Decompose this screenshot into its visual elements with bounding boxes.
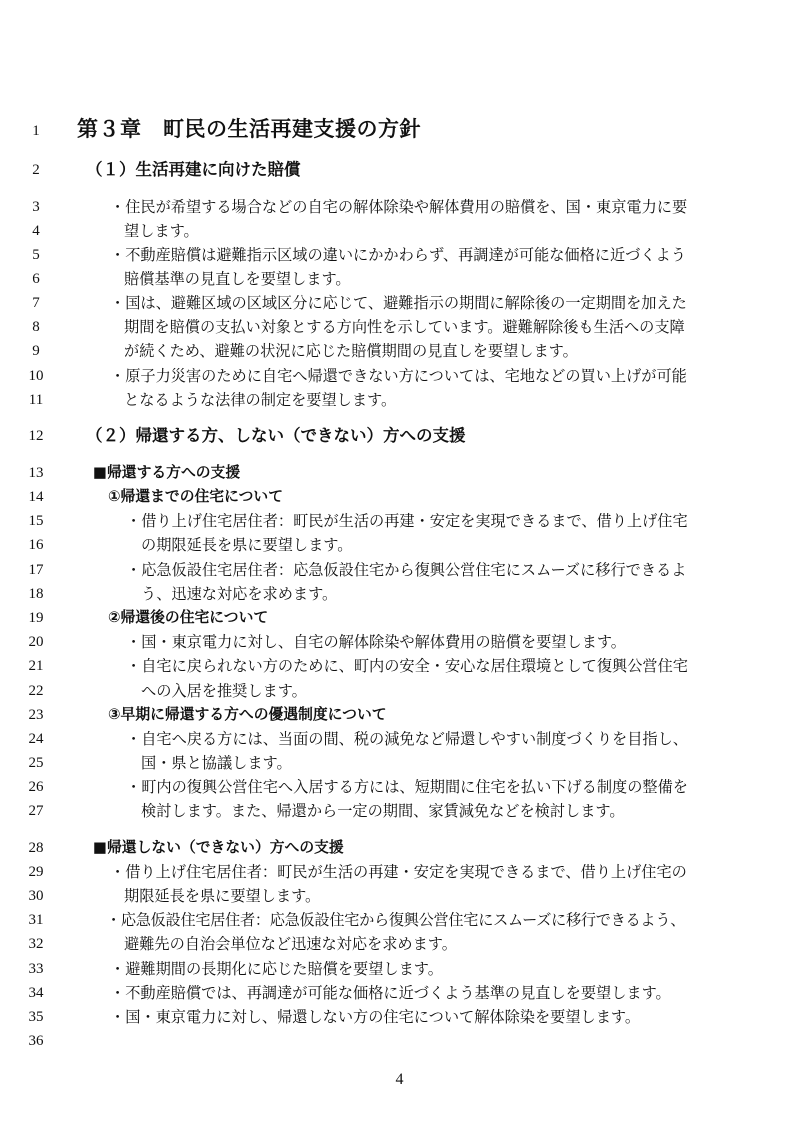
line-number: 31 bbox=[28, 912, 44, 928]
line-number: 3 bbox=[32, 199, 40, 215]
line bbox=[0, 158, 799, 182]
line-number: 10 bbox=[28, 368, 44, 384]
line bbox=[0, 339, 799, 363]
bullet-text: 検討します。また、帰還から一定の期間、家賃減免などを検討します。 bbox=[141, 802, 625, 820]
bullet-text: ・借り上げ住宅居住者：町民が生活の再建・安定を実現できるまで、借り上げ住宅の bbox=[110, 863, 687, 881]
line-number: 32 bbox=[28, 936, 44, 952]
line-number: 23 bbox=[28, 707, 44, 723]
bullet-text: ・自宅へ戻る方には、当面の間、税の減免など帰還しやすい制度づくりを目指し、 bbox=[126, 730, 688, 748]
line-number: 5 bbox=[32, 247, 40, 263]
line-number: 14 bbox=[28, 489, 44, 505]
bullet-text: ・応急仮設住宅居住者：応急仮設住宅から復興公営住宅にスムーズに移行できるよ bbox=[126, 561, 687, 579]
line bbox=[0, 836, 799, 860]
line-number: 8 bbox=[32, 319, 40, 335]
bullet-text: となるような法律の制定を要望します。 bbox=[124, 391, 397, 409]
section-heading: （１）生活再建に向けた賠償 bbox=[86, 160, 301, 179]
line-number: 13 bbox=[28, 465, 44, 481]
line-number: 30 bbox=[28, 888, 44, 904]
line bbox=[0, 113, 799, 145]
line bbox=[0, 424, 799, 448]
line-number: 2 bbox=[32, 162, 40, 178]
line bbox=[0, 582, 799, 606]
line-number: 27 bbox=[28, 803, 44, 819]
line-number: 4 bbox=[32, 223, 40, 239]
bullet-text: が続くため、避難の状況に応じた賠償期間の見直しを要望します。 bbox=[124, 342, 578, 360]
bullet-text: ・応急仮設住宅居住者：応急仮設住宅から復興公営住宅にスムーズに移行できるよう、 bbox=[106, 911, 686, 929]
bullet-text: の期限延長を県に要望します。 bbox=[141, 536, 353, 554]
section-heading: （２）帰還する方、しない（できない）方への支援 bbox=[86, 426, 466, 445]
line-number: 28 bbox=[28, 840, 44, 856]
line bbox=[0, 775, 799, 799]
line-number: 19 bbox=[28, 610, 44, 626]
bullet-text: ・住民が希望する場合などの自宅の解体除染や解体費用の賠償を、国・東京電力に要 bbox=[110, 198, 688, 216]
line-number: 15 bbox=[28, 513, 44, 529]
line bbox=[0, 364, 799, 388]
line-number: 18 bbox=[28, 586, 44, 602]
bullet-text: ・国は、避難区域の区域区分に応じて、避難指示の期間に解除後の一定期間を加えた bbox=[110, 294, 687, 312]
line bbox=[0, 799, 799, 823]
line bbox=[0, 315, 799, 339]
line-number: 11 bbox=[28, 392, 44, 408]
line bbox=[0, 860, 799, 884]
bullet-text: 賠償基準の見直しを要望します。 bbox=[124, 270, 351, 288]
line bbox=[0, 485, 799, 509]
line bbox=[0, 727, 799, 751]
bullet-text: ・不動産賠償では、再調達が可能な価格に近づくよう基準の見直しを要望します。 bbox=[110, 984, 671, 1002]
line-number: 12 bbox=[28, 428, 44, 444]
line-number: 35 bbox=[28, 1009, 44, 1025]
bullet-text: への入居を推奨します。 bbox=[141, 682, 307, 700]
line-number: 20 bbox=[28, 634, 44, 650]
bullet-text: 望します。 bbox=[124, 222, 199, 240]
bullet-text: ・借り上げ住宅居住者：町民が生活の再建・安定を実現できるまで、借り上げ住宅 bbox=[126, 512, 688, 530]
line bbox=[0, 291, 799, 315]
line-number: 25 bbox=[28, 755, 44, 771]
bullet-text: ・町内の復興公営住宅へ入居する方には、短期間に住宅を払い下げる制度の整備を bbox=[126, 778, 688, 796]
line bbox=[0, 630, 799, 654]
line bbox=[0, 388, 799, 412]
line-number: 22 bbox=[28, 683, 44, 699]
line-number: 36 bbox=[28, 1033, 44, 1049]
item-heading: ②帰還後の住宅について bbox=[108, 609, 269, 626]
bullet-text: ・避難期間の長期化に応じた賠償を要望します。 bbox=[110, 960, 443, 978]
line-number: 24 bbox=[28, 731, 44, 747]
line bbox=[0, 606, 799, 630]
bullet-text: ・自宅に戻られない方のために、町内の安全・安心な居住環境として復興公営住宅 bbox=[126, 657, 688, 675]
item-heading: ①帰還までの住宅について bbox=[108, 488, 283, 505]
line bbox=[0, 461, 799, 485]
line bbox=[0, 932, 799, 956]
bullet-text: ・原子力災害のために自宅へ帰還できない方については、宅地などの買い上げが可能 bbox=[110, 367, 687, 385]
page-number: 4 bbox=[395, 1071, 404, 1088]
line-number: 6 bbox=[32, 271, 40, 287]
line bbox=[0, 267, 799, 291]
line bbox=[0, 957, 799, 981]
item-heading: ③早期に帰還する方への優遇制度について bbox=[108, 706, 387, 723]
line-number: 21 bbox=[28, 658, 44, 674]
line bbox=[0, 509, 799, 533]
bullet-text: ・国・東京電力に対し、自宅の解体除染や解体費用の賠償を要望します。 bbox=[126, 633, 626, 651]
line bbox=[0, 533, 799, 557]
bullet-text: 国・県と協議します。 bbox=[141, 754, 292, 772]
subsection-heading: ■帰還する方への支援 bbox=[93, 464, 241, 481]
line-number: 1 bbox=[32, 123, 40, 139]
line bbox=[0, 703, 799, 727]
bullet-text: ・不動産賠償は避難指示区域の違いにかかわらず、再調達が可能な価格に近づくよう bbox=[110, 246, 686, 264]
bullet-text: う、迅速な対応を求めます。 bbox=[141, 585, 338, 603]
bullet-text: 期限延長を県に要望します。 bbox=[124, 887, 321, 905]
line bbox=[0, 558, 799, 582]
line bbox=[0, 908, 799, 932]
line-number: 29 bbox=[28, 864, 44, 880]
line-number: 7 bbox=[32, 295, 40, 311]
line bbox=[0, 654, 799, 678]
line bbox=[0, 751, 799, 775]
line-number: 17 bbox=[28, 562, 44, 578]
line-number: 26 bbox=[28, 779, 44, 795]
line bbox=[0, 679, 799, 703]
bullet-text: 避難先の自治会単位など迅速な対応を求めます。 bbox=[124, 935, 457, 953]
line bbox=[0, 981, 799, 1005]
line bbox=[0, 1005, 799, 1029]
line-number: 9 bbox=[32, 343, 40, 359]
bullet-text: ・国・東京電力に対し、帰還しない方の住宅について解体除染を要望します。 bbox=[110, 1008, 641, 1026]
line bbox=[0, 884, 799, 908]
subsection-heading: ■帰還しない（できない）方への支援 bbox=[93, 839, 344, 856]
line bbox=[0, 243, 799, 267]
bullet-text: 期間を賠償の支払い対象とする方向性を示しています。避難解除後も生活への支障 bbox=[124, 318, 685, 336]
line bbox=[0, 1029, 799, 1053]
chapter-title: 第３章 町民の生活再建支援の方針 bbox=[77, 117, 421, 141]
line-number: 33 bbox=[28, 961, 44, 977]
line-number: 16 bbox=[28, 537, 44, 553]
line-number: 34 bbox=[28, 985, 44, 1001]
line bbox=[0, 219, 799, 243]
line bbox=[0, 195, 799, 219]
